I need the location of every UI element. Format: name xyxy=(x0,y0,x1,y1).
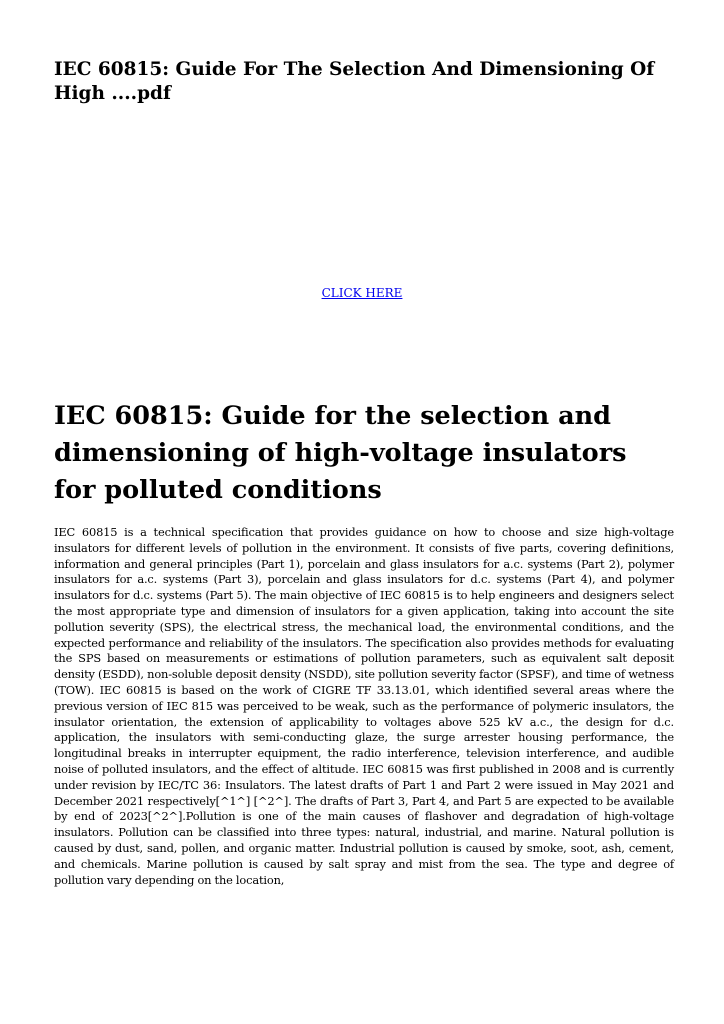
document-title: IEC 60815: Guide For The Selection And Dimensioning Of High ....pdf xyxy=(54,59,655,104)
article-body-paragraph: IEC 60815 is a technical specification that provides guidance on how to choose and size high-voltage insulators for different levels of pollution in the environment. It consists of five parts, covering definitions, information and general principles (Part 1), porcelain and glass insulators for a.c. systems (Part 2), polymer insulators for a.c. systems (Part 3), porcelain and glass insulators for d.c. systems (Part 4), and polymer insulators for d.c. systems (Part 5). The main objective of IEC 60815 is to help engineers and designers select the most appropriate type and dimension of insulators for a given application, taking into account the site pollution severity (SPS), the electrical stress, the mechanical load, the environmental conditions, and the expected performance and reliability of the insulators. The specification also provides methods for evaluating the SPS based on measurements or estimations of pollution parameters, such as equivalent salt deposit density (ESDD), non-soluble deposit density (NSDD), site pollution severity factor (SPSF), and time of wetness (TOW). IEC 60815 is based on the work of CIGRE TF 33.13.01, which identified several areas where the previous version of IEC 815 was perceived to be weak, such as the performance of polymeric insulators, the insulator orientation, the extension of applicability to voltages above 525 kV a.c., the design for d.c. application, the insulators with semi-conducting glaze, the surge arrester housing performance, the longitudinal breaks in interrupter equipment, the radio interference, television interference, and audible noise of polluted insulators, and the effect of altitude. IEC 60815 was first published in 2008 and is currently under revision by IEC/TC 36: Insulators. The latest drafts of Part 1 and Part 2 were issued in May 2021 and December 2021 respectively[^1^] [^2^]. The drafts of Part 3, Part 4, and Part 5 are expected to be available by end of 2023[^2^].Pollution is one of the main causes of flashover and degradation of high-voltage insulators. Pollution can be classified into three types: natural, industrial, and marine. Natural pollution is caused by dust, sand, pollen, and organic matter. Industrial pollution is caused by smoke, soot, ash, cement, and chemicals. Marine pollution is caused by salt spray and mist from the sea. The type and degree of pollution vary depending on the location, xyxy=(54,525,674,887)
download-link-container xyxy=(0,285,724,301)
click-here-link[interactable]: CLICK HERE xyxy=(321,286,403,300)
article-heading: IEC 60815: Guide for the selection and dimensioning of high-voltage insulators for polluted conditions xyxy=(54,401,627,505)
